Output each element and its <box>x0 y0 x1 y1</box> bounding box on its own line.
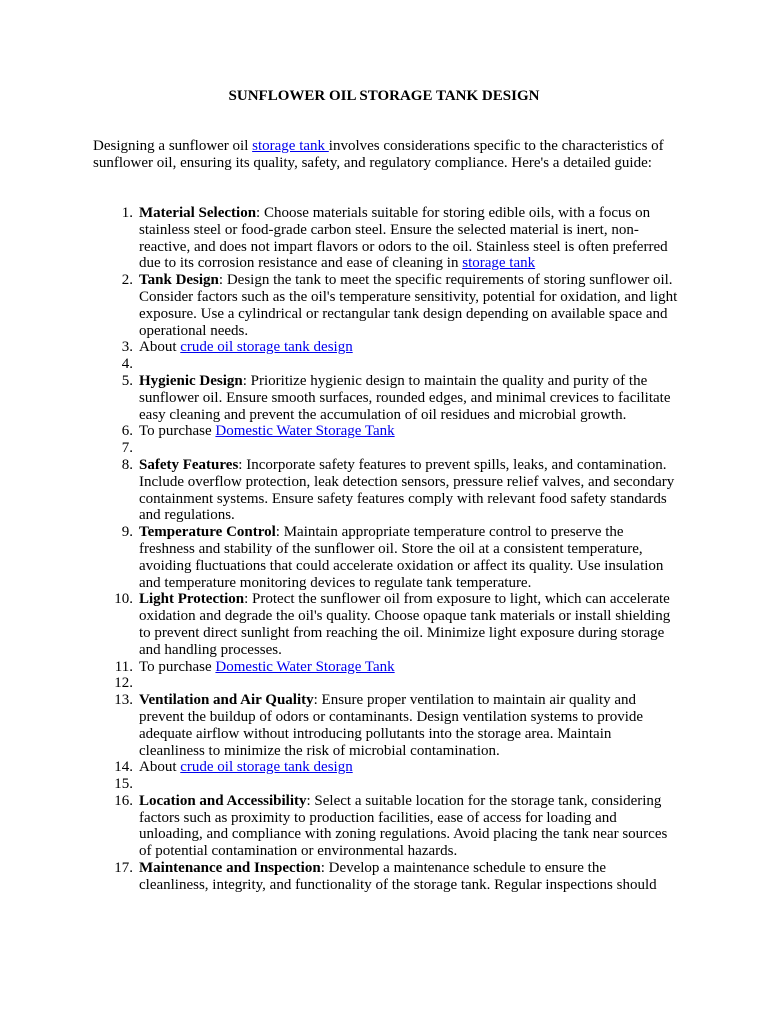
list-item-link[interactable]: storage tank <box>462 255 536 272</box>
list-item <box>121 440 679 457</box>
list-item-number: 9. <box>121 524 133 541</box>
list-item-heading: Tank Design <box>139 272 219 289</box>
list-item-number: 6. <box>121 423 133 440</box>
list-item-heading: Hygienic Design <box>139 372 243 389</box>
list-item-number: 11. <box>114 658 133 675</box>
list-item-text: : Choose materials suitable for storing edible oils, with a focus on stainless steel or food-grade carbon steel. Ensure the selected material is inert, non-reactive, and does not impart flavors or odors to the oil. Stainless steel is often preferred due to its corrosion resistance and ease of cleaning in <box>139 205 668 272</box>
list-item-text: To purchase <box>139 423 216 440</box>
list-item-link[interactable]: Domestic Water Storage Tank <box>215 658 395 675</box>
list-item <box>121 356 679 373</box>
intro-text-before: Designing a sunflower oil <box>93 138 253 154</box>
list-item-heading: Ventilation and Air Quality <box>139 692 314 709</box>
list-item-number: 13. <box>114 692 133 709</box>
list-item-text: : Maintain appropriate temperature control to preserve the freshness and stability of the sunflower oil. Store the oil at a consistent temperature, avoiding fluctuations that could accelerate oxidation or affect its quality. Use insulation and temperature monitoring devices to regulate tank temperature. <box>139 524 664 591</box>
list-item-number: 8. <box>121 456 133 473</box>
list-item-text: : Prioritize hygienic design to maintain the quality and purity of the sunflower oil. Ensure smooth surfaces, rounded edges, and minimal crevices to facilitate easy cleaning and prevent the accumulation of oil residues and microbial growth. <box>139 372 671 423</box>
list-item <box>114 675 679 692</box>
list-item-number: 15. <box>114 776 133 793</box>
list-item-heading: Temperature Control <box>139 524 276 541</box>
list-item-number: 5. <box>121 372 133 389</box>
list-item-text: : Protect the sunflower oil from exposure to light, which can accelerate oxidation and degrade the oil's quality. Choose opaque tank materials or install shielding to prevent direct sunlight from reaching the oil. Minimize light exposure during storage and handling processes. <box>139 591 671 658</box>
list-item-heading: Safety Features <box>139 456 239 473</box>
list-item-text: : Develop a maintenance schedule to ensure the cleanliness, integrity, and functionality of the storage tank. Regular inspections should <box>139 860 657 893</box>
list-item-text: : Design the tank to meet the specific requirements of storing sunflower oil. Consider factors such as the oil's temperature sensitivity, potential for oxidation, and light exposure. Use a cylindrical or rectangular tank design depending on available space and operational needs. <box>139 272 678 339</box>
list-item-number: 12. <box>114 675 133 692</box>
list-item <box>121 339 679 356</box>
list-item-link[interactable]: Domestic Water Storage Tank <box>215 423 395 440</box>
list-item <box>121 524 679 591</box>
list-item-heading: Maintenance and Inspection <box>139 860 321 877</box>
list-item <box>121 456 679 524</box>
list-item <box>114 776 679 793</box>
list-item-heading: Light Protection <box>139 591 245 608</box>
list-item-number: 10. <box>114 591 133 608</box>
intro-storage-tank-link[interactable]: storage tank <box>252 138 329 154</box>
guide-list <box>114 205 679 894</box>
list-item-number: 1. <box>121 205 133 221</box>
list-item-link[interactable]: crude oil storage tank design <box>180 339 353 356</box>
list-item-link[interactable]: crude oil storage tank design <box>180 759 353 776</box>
list-item-number: 4. <box>121 356 133 373</box>
list-item-text: : Select a suitable location for the storage tank, considering factors such as proximity to production facilities, ease of access for loading and unloading, and compliance with zoning regulations. Avoid placing the tank near sources of potential contamination or environmental hazards. <box>139 792 668 860</box>
list-item <box>114 759 679 776</box>
list-item-number: 16. <box>114 792 133 809</box>
intro-paragraph <box>93 138 673 172</box>
list-item-heading: Location and Accessibility <box>139 792 307 809</box>
list-item <box>121 272 679 339</box>
document-title: SUNFLOWER OIL STORAGE TANK DESIGN <box>228 88 540 104</box>
list-item-number: 2. <box>121 272 133 289</box>
list-item-text: : Ensure proper ventilation to maintain air quality and prevent the buildup of odors or contaminants. Design ventilation systems to provide adequate airflow without introducing pollutants into the storage area. Maintain cleanliness to minimize the risk of microbial contamination. <box>139 692 644 759</box>
list-item <box>121 423 679 440</box>
list-item <box>114 860 679 894</box>
list-item-text: To purchase <box>139 658 216 675</box>
list-item-heading: Material Selection <box>139 205 257 221</box>
list-item-text: About <box>139 339 181 356</box>
list-item <box>114 658 679 676</box>
list-item <box>114 792 679 860</box>
list-item <box>114 692 679 759</box>
list-item-number: 3. <box>121 339 133 356</box>
list-item <box>121 205 679 272</box>
list-item <box>114 591 679 658</box>
list-item-number: 17. <box>114 860 133 877</box>
intro-text-after: involves considerations specific to the characteristics of sunflower oil, ensuring its quality, safety, and regulatory compliance. Here's a detailed guide: <box>93 138 664 171</box>
list-item <box>121 372 679 423</box>
list-item-text: About <box>139 759 181 776</box>
list-item-text: : Incorporate safety features to prevent spills, leaks, and contamination. Include overflow protection, leak detection sensors, pressure relief valves, and secondary containment systems. Ensure safety features comply with relevant food safety standards and regulations. <box>139 456 675 524</box>
list-item-number: 7. <box>121 440 133 457</box>
list-item-number: 14. <box>114 759 133 776</box>
